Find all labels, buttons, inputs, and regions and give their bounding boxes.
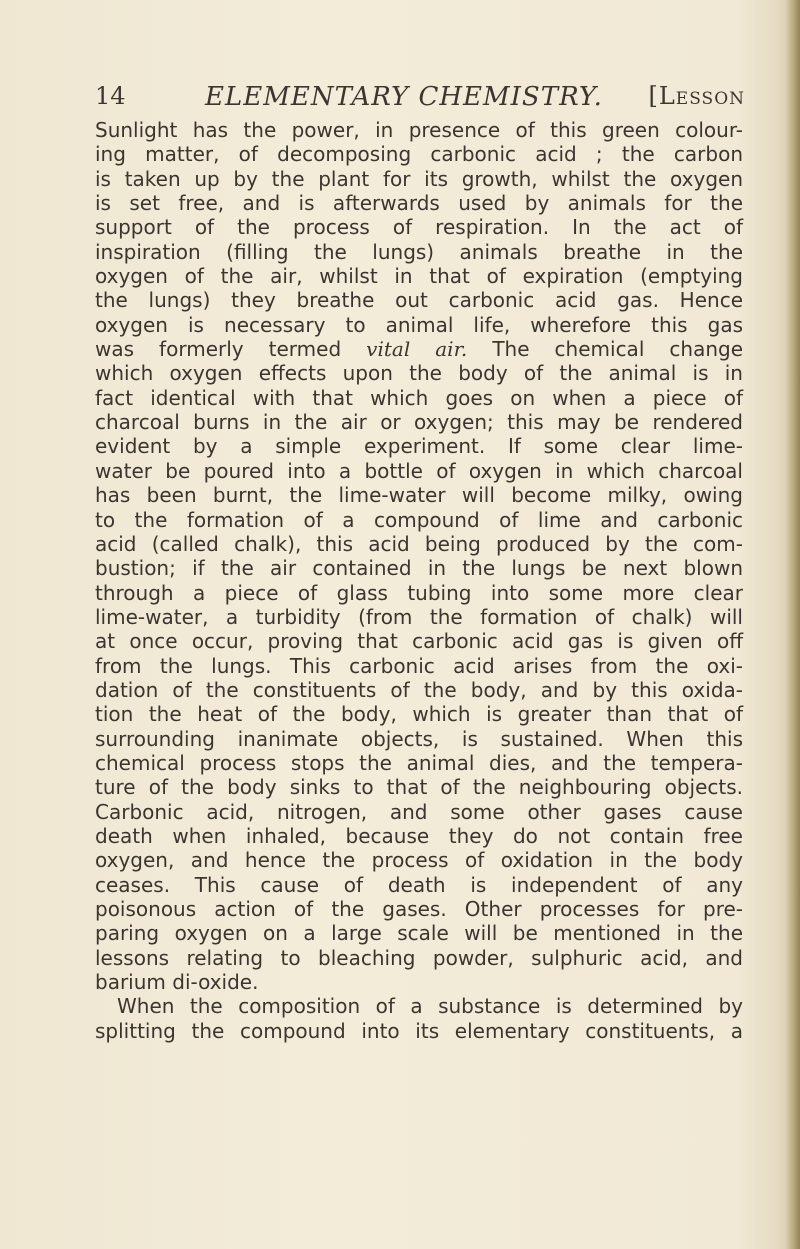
text-line: When the composition of a substance is determined by bbox=[117, 994, 743, 1019]
text-line: death when inhaled, because they do not contain free bbox=[95, 823, 743, 848]
text-line: through a piece of glass tubing into some more clear bbox=[95, 580, 743, 605]
text-segment: was formerly termed bbox=[95, 337, 367, 362]
text-line: bustion; if the air contained in the lungs be next blown bbox=[95, 556, 743, 581]
text-line: oxygen, and hence the process of oxidation in the body bbox=[95, 848, 743, 873]
text-line: splitting the compound into its elementary constituents, a bbox=[95, 1018, 743, 1043]
text-line: inspiration (filling the lungs) animals breathe in the bbox=[95, 239, 743, 264]
page-edge-shadow bbox=[786, 0, 800, 1249]
text-line: charcoal burns in the air or oxygen; this may be rendered bbox=[95, 410, 743, 435]
running-section: [Lesson bbox=[648, 82, 745, 110]
text-line: lime-water, a turbidity (from the formation of chalk) will bbox=[95, 604, 743, 629]
text-line: evident by a simple experiment. If some clear lime- bbox=[95, 434, 743, 459]
text-line: chemical process stops the animal dies, and the tempera- bbox=[95, 750, 743, 775]
text-line: support of the process of respiration. In the act of bbox=[95, 215, 743, 240]
body-text bbox=[95, 118, 743, 1043]
text-line-with-italic bbox=[95, 337, 743, 361]
text-line: to the formation of a compound of lime and carbonic bbox=[95, 507, 743, 532]
text-line: the lungs) they breathe out carbonic acid gas. Hence bbox=[95, 288, 743, 313]
text-line: ceases. This cause of death is independent of any bbox=[95, 872, 743, 897]
text-line: tion the heat of the body, which is greater than that of bbox=[95, 702, 743, 727]
text-line: fact identical with that which goes on when a piece of bbox=[95, 385, 743, 410]
text-line: poisonous action of the gases. Other processes for pre- bbox=[95, 897, 743, 921]
text-line: oxygen is necessary to animal life, wherefore this gas bbox=[95, 312, 743, 337]
paragraph-1 bbox=[95, 118, 743, 994]
text-line: lessons relating to bleaching powder, sulphuric acid, and bbox=[95, 945, 743, 970]
text-line: Carbonic acid, nitrogen, and some other gases cause bbox=[95, 799, 743, 824]
text-line: is taken up by the plant for its growth, whilst the oxygen bbox=[95, 166, 743, 191]
text-line: is set free, and is afterwards used by animals for the bbox=[95, 191, 743, 216]
running-title: ELEMENTARY CHEMISTRY. bbox=[205, 82, 603, 112]
text-line: dation of the constituents of the body, and by this oxida- bbox=[95, 677, 743, 702]
text-line: acid (called chalk), this acid being produced by the com- bbox=[95, 531, 743, 556]
text-line: which oxygen effects upon the body of the animal is in bbox=[95, 361, 743, 386]
page-number: 14 bbox=[95, 82, 126, 110]
text-line: Sunlight has the power, in presence of this green colour- bbox=[95, 118, 743, 142]
paragraph-2 bbox=[95, 994, 743, 1043]
text-line: surrounding inanimate objects, is sustained. When this bbox=[95, 726, 743, 751]
text-line: ture of the body sinks to that of the neighbouring objects. bbox=[95, 775, 743, 800]
text-line: ing matter, of decomposing carbonic acid ; the carbon bbox=[95, 142, 743, 167]
text-segment: The chemical change bbox=[467, 337, 744, 362]
text-line: water be poured into a bottle of oxygen in which charcoal bbox=[95, 458, 743, 483]
text-line: has been burnt, the lime-water will become milky, owing bbox=[95, 483, 743, 508]
text-line: at once occur, proving that carbonic acid gas is given off bbox=[95, 629, 743, 654]
running-header bbox=[95, 82, 745, 122]
text-line: paring oxygen on a large scale will be mentioned in the bbox=[95, 921, 743, 946]
italic-term: vital air. bbox=[366, 337, 468, 362]
text-line: from the lungs. This carbonic acid arises from the oxi- bbox=[95, 653, 743, 678]
text-line: oxygen of the air, whilst in that of expiration (emptying bbox=[95, 264, 743, 289]
text-line: barium di-oxide. bbox=[95, 970, 259, 995]
